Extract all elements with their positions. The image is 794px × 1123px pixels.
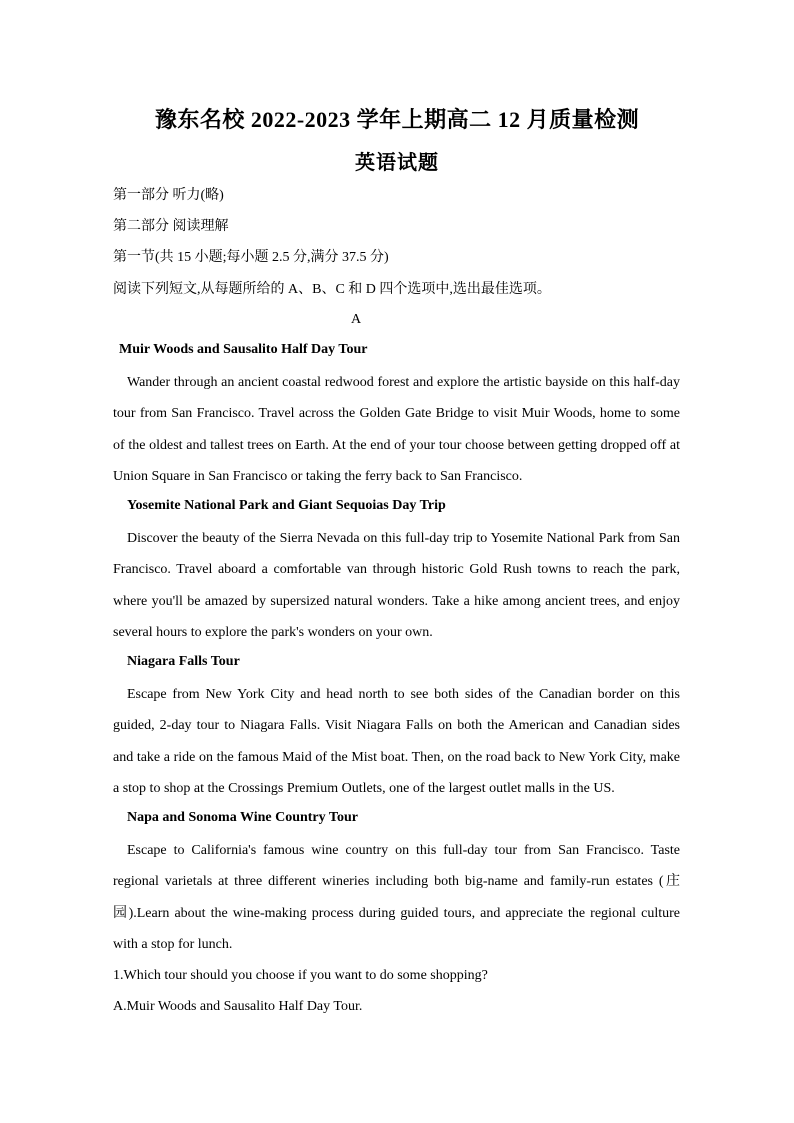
tour-heading-niagara: Niagara Falls Tour xyxy=(127,654,240,669)
passage-label: A xyxy=(350,312,362,327)
exam-title: 豫东名校 2022-2023 学年上期高二 12 月质量检测 xyxy=(154,107,640,132)
tour-heading-napa-sonoma: Napa and Sonoma Wine Country Tour xyxy=(127,810,358,825)
tour-description-napa-sonoma: Escape to California's famous wine country on this full-day tour from San Francisco. Taste regional varietals at three different wineries including both big-name and family-run estates (庄园).Learn about the wine-making process during guided tours, and appreciate the regional culture with a stop for lunch. xyxy=(113,843,680,952)
part-two-heading: 第二部分 阅读理解 xyxy=(113,219,229,234)
part-one-heading: 第一部分 听力(略) xyxy=(113,188,224,203)
question-1: 1.Which tour should you choose if you want to do some shopping? xyxy=(113,968,488,983)
tour-description-niagara: Escape from New York City and head north to see both sides of the Canadian border on this guided, 2-day tour to Niagara Falls. Visit Niagara Falls on both the American and Canadian sides and take a ride on the famous Maid of the Mist boat. Then, on the road back to New York City, make a stop to shop at the Crossings Premium Outlets, one of the largest outlet malls in the US. xyxy=(113,687,680,796)
tour-description-yosemite: Discover the beauty of the Sierra Nevada on this full-day trip to Yosemite National Park from San Francisco. Travel aboard a comfortable van through historic Gold Rush towns to reach the park, where you'll be amazed by supersized natural wonders. Take a hike among ancient trees, and enjoy several hours to explore the park's wonders on your own. xyxy=(113,531,680,640)
tour-heading-muir-woods: Muir Woods and Sausalito Half Day Tour xyxy=(119,342,368,357)
tour-heading-yosemite: Yosemite National Park and Giant Sequoias Day Trip xyxy=(127,498,446,513)
tour-description-muir-woods: Wander through an ancient coastal redwood forest and explore the artistic bayside on this half-day tour from San Francisco. Travel across the Golden Gate Bridge to visit Muir Woods, home to some of the oldest and tallest trees on Earth. At the end of your tour choose between getting dropped off at Union Square in San Francisco or taking the ferry back to San Francisco. xyxy=(113,375,680,484)
exam-subtitle: 英语试题 xyxy=(355,152,439,174)
question-1-option-a: A.Muir Woods and Sausalito Half Day Tour. xyxy=(113,999,363,1014)
section-one-heading: 第一节(共 15 小题;每小题 2.5 分,满分 37.5 分) xyxy=(113,250,389,265)
reading-instructions: 阅读下列短文,从每题所给的 A、B、C 和 D 四个选项中,选出最佳选项。 xyxy=(113,282,551,297)
